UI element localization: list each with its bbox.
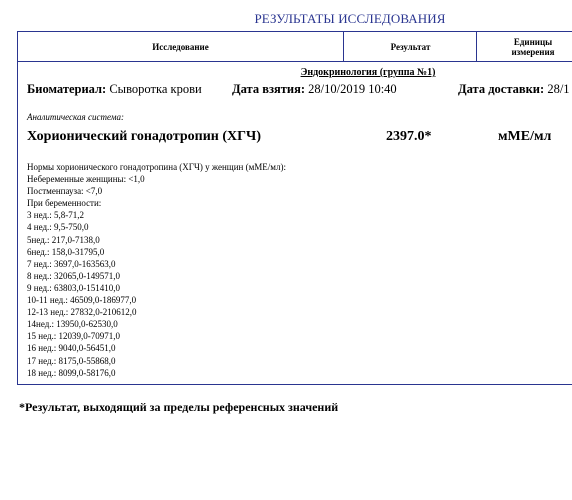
test-result: 2397.0* <box>386 129 432 144</box>
delivery-date-value: 28/1 <box>547 82 570 96</box>
section-title: Эндокринология (группа №1) <box>300 67 436 78</box>
norm-line: Нормы хорионического гонадотропина (ХГЧ) у женщин (мМЕ/мл): <box>27 162 286 172</box>
results-table <box>17 31 572 385</box>
norm-line: 4 нед.: 9,5-750,0 <box>27 222 89 233</box>
norm-line: Небеременные женщины: <1,0 <box>27 174 145 185</box>
norm-line: При беременности: <box>27 198 102 209</box>
norm-line: 10-11 нед.: 46509,0-186977,0 <box>27 295 137 306</box>
footnote: *Результат, выходящий за пределы референсных значений <box>19 400 339 414</box>
sample-date-value: 28/10/2019 10:40 <box>308 82 397 96</box>
biomaterial-label: Биоматериал: <box>27 82 107 96</box>
analytical-system-label: Аналитическая система: <box>27 112 124 122</box>
norm-line: 16 нед.: 9040,0-56451,0 <box>27 343 116 354</box>
norm-line: 9 нед.: 63803,0-151410,0 <box>27 282 121 293</box>
norm-line: 18 нед.: 8099,0-58176,0 <box>27 367 116 378</box>
biomaterial-value: Сыворотка крови <box>109 82 202 96</box>
column-header-units <box>476 32 572 61</box>
norm-line: 15 нед.: 12039,0-70971,0 <box>27 331 121 342</box>
column-header-units-label: Единицы измерения <box>511 36 555 57</box>
table-header <box>18 32 572 62</box>
column-header-study: Исследование <box>152 41 209 52</box>
norm-line: 6нед.: 158,0-31795,0 <box>27 246 105 257</box>
test-name: Хорионический гонадотропин (ХГЧ) <box>27 129 261 144</box>
sample-date <box>232 82 397 97</box>
norm-line: 3 нед.: 5,8-71,2 <box>27 210 85 221</box>
test-unit: мМЕ/мл <box>498 129 552 144</box>
delivery-date <box>458 82 570 97</box>
sample-date-label: Дата взятия: <box>232 82 305 96</box>
reference-norms <box>27 161 286 379</box>
delivery-date-label: Дата доставки: <box>458 82 545 96</box>
biomaterial <box>27 82 202 97</box>
norm-line: Постменпауза: <7,0 <box>27 186 103 197</box>
norm-line: 12-13 нед.: 27832,0-210612,0 <box>27 307 137 318</box>
norm-line: 17 нед.: 8175,0-55868,0 <box>27 355 116 366</box>
column-header-result: Результат <box>343 32 477 61</box>
norm-line: 8 нед.: 32065,0-149571,0 <box>27 270 121 281</box>
norm-line: 5нед.: 217,0-7138,0 <box>27 234 100 245</box>
norm-line: 14нед.: 13950,0-62530,0 <box>27 319 118 330</box>
document-title: РЕЗУЛЬТАТЫ ИССЛЕДОВАНИЯ <box>254 11 446 26</box>
norm-line: 7 нед.: 3697,0-163563,0 <box>27 258 116 269</box>
